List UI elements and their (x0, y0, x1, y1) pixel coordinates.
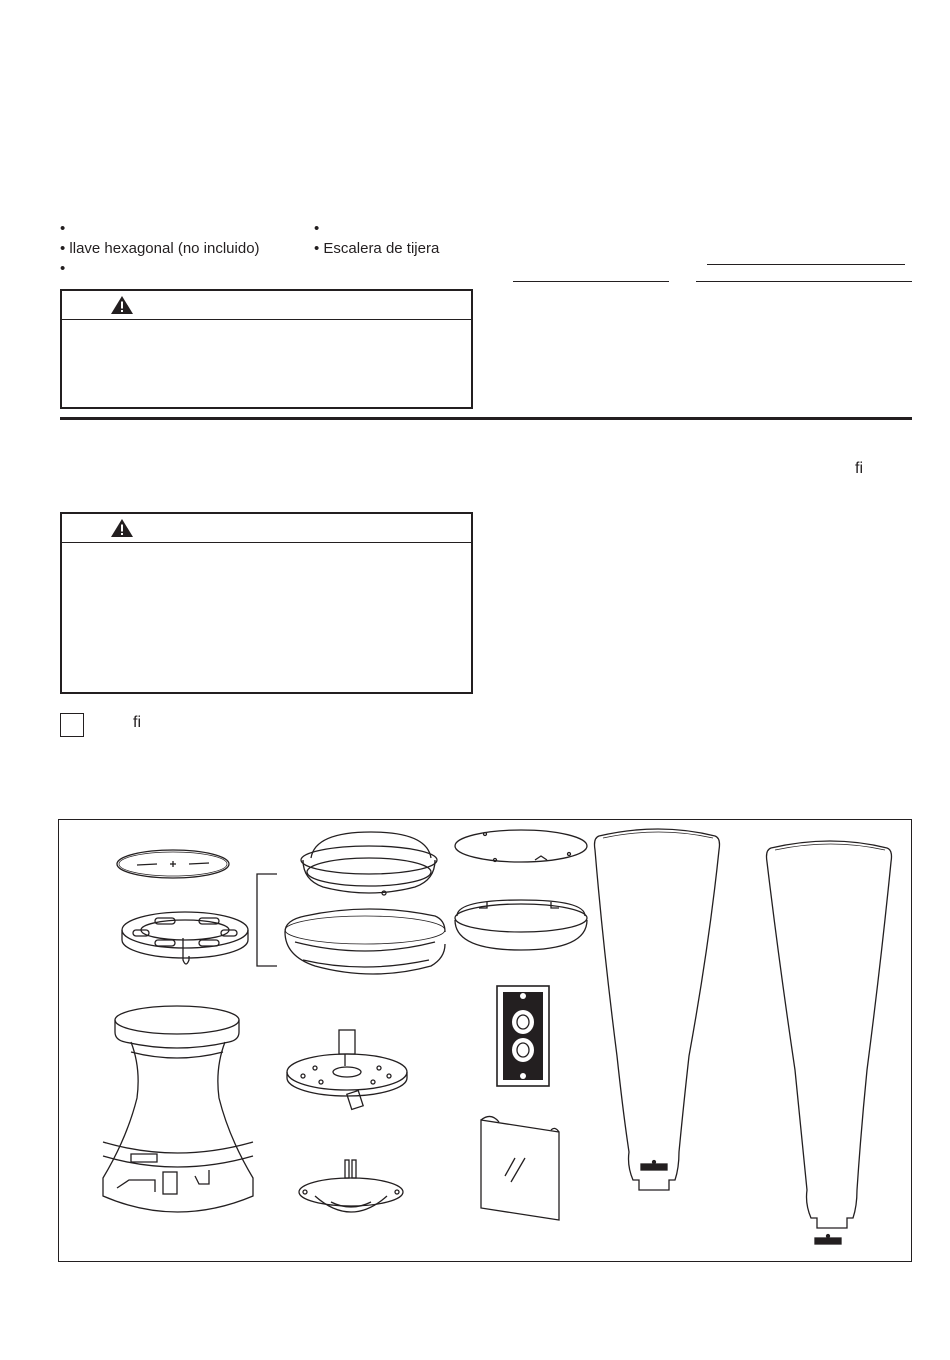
warning-box-1 (60, 289, 473, 409)
motor-housing-icon (103, 1006, 253, 1212)
tool-item-4: • (314, 220, 320, 237)
checkbox[interactable] (60, 713, 84, 737)
mounting-bracket-icon (122, 912, 248, 964)
warning-triangle-icon (110, 518, 134, 538)
light-dome-icon (299, 1160, 403, 1212)
parts-illustration-frame (58, 819, 912, 1262)
fan-blade-1-icon (595, 829, 720, 1190)
fan-blade-2-icon (767, 841, 892, 1244)
light-kit-housing-icon (285, 909, 445, 974)
warning-header-2 (62, 514, 471, 543)
wiring-plate-icon (287, 1030, 407, 1109)
ligature-glyph: fi (855, 460, 863, 477)
section-divider (60, 417, 912, 420)
canopy-trim-ring-icon (301, 832, 437, 895)
checkbox-ligature-glyph: fi (133, 714, 141, 731)
underline-blank-2 (513, 281, 669, 282)
underline-blank-3 (696, 281, 912, 282)
light-diffuser-icon (455, 900, 587, 950)
glass-lens-cover-icon (455, 830, 587, 862)
canopy-cover-plate-icon (117, 850, 229, 878)
hardware-bag-icon (481, 1116, 559, 1220)
warning-triangle-icon (110, 295, 134, 315)
tool-item-ladder: • Escalera de tijera (314, 240, 440, 257)
wall-control-icon (497, 986, 549, 1086)
tool-item-3: • (60, 260, 66, 277)
tool-item-hex-key: • llave hexagonal (no incluido) (60, 240, 260, 257)
warning-header-1 (62, 291, 471, 320)
warning-box-2 (60, 512, 473, 694)
tool-item-1: • (60, 220, 66, 237)
underline-blank-1 (707, 264, 905, 265)
